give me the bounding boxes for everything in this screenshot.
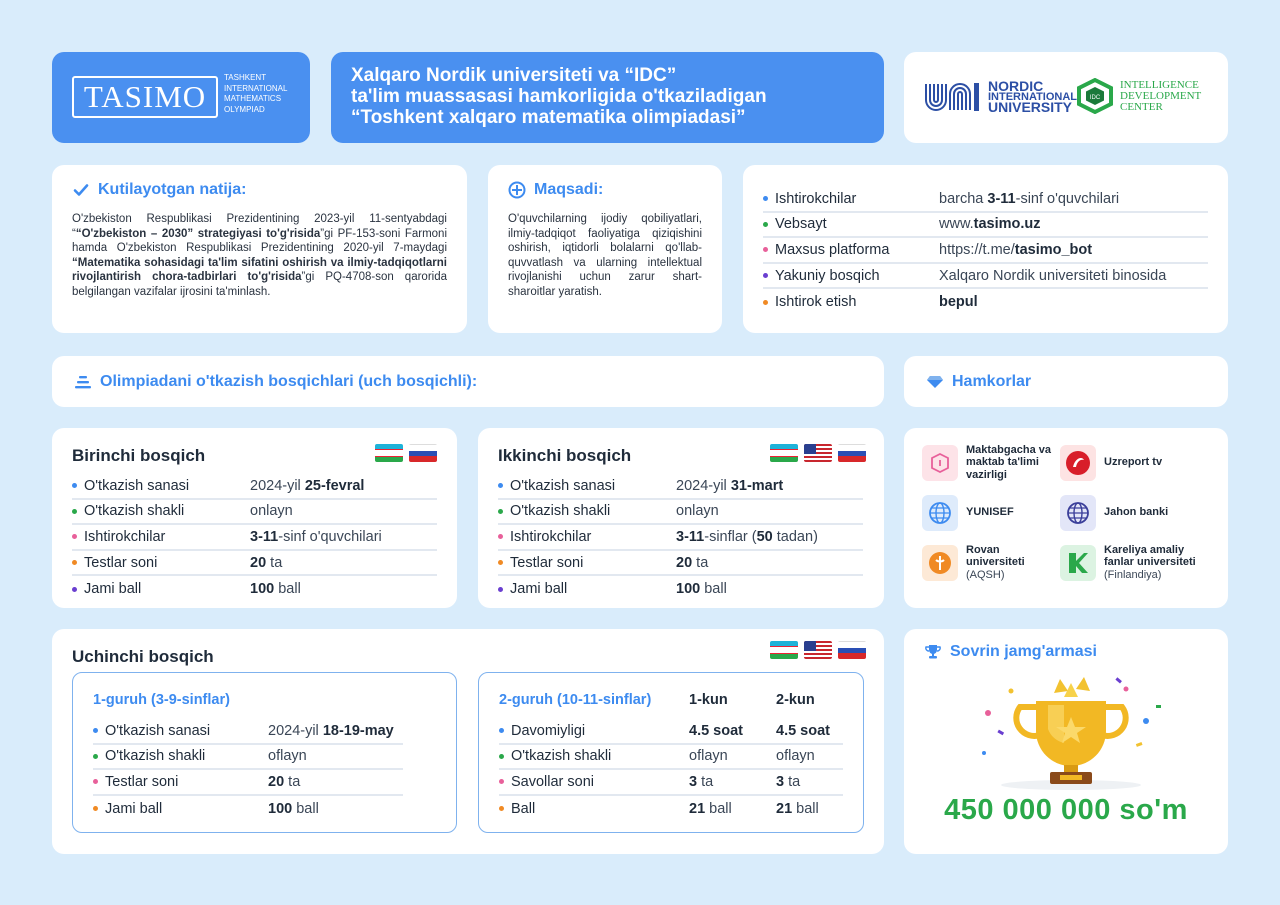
text-part: ”gi PF-153-soni Farmoni hamda O'zbekiston Respublikasi Prezidentining 2020-yil 7-maydagi <box>72 227 447 255</box>
value-bold: 3 <box>689 773 698 790</box>
bullet-dot <box>763 247 768 252</box>
stage-row <box>498 500 863 526</box>
trophy-small-icon <box>924 644 942 660</box>
nordic-un-icon <box>924 80 982 114</box>
row-label: Testlar soni <box>105 773 179 790</box>
bullet-dot <box>763 196 768 201</box>
website-link[interactable] <box>939 216 1041 232</box>
partner-name-text: Rovan universiteti <box>966 543 1025 569</box>
uzbekistan-flag-icon <box>770 444 798 462</box>
value-part: ball <box>292 800 319 817</box>
stage-one-card <box>52 428 457 608</box>
idc-text <box>1120 80 1201 113</box>
title-line: Xalqaro Nordik universiteti va “IDC” <box>351 65 677 86</box>
value-part: ball <box>705 800 732 817</box>
row-value <box>676 529 818 545</box>
group-row <box>499 796 843 822</box>
value-part: 2024-yil <box>250 477 305 494</box>
day-one-value <box>689 723 776 739</box>
row-value <box>268 801 319 817</box>
gold-trophy-icon <box>976 673 1166 793</box>
ministry-icon <box>922 445 958 481</box>
uzbekistan-flag-icon <box>770 641 798 659</box>
value-bold: tasimo.uz <box>973 216 1041 233</box>
value-bold: 18-19-may <box>322 722 394 739</box>
row-value <box>676 555 708 571</box>
value-part: ta <box>784 773 801 790</box>
row-label: Jami ball <box>510 581 568 598</box>
value-part: tadan) <box>772 528 818 545</box>
day-two-value <box>776 801 819 817</box>
bullet-dot <box>93 728 98 733</box>
stage-row <box>72 576 437 602</box>
tasimo-logo <box>72 76 218 118</box>
partner-item <box>922 494 1060 531</box>
day-two-value <box>776 723 830 739</box>
value-part: ta <box>692 554 709 571</box>
value-bold: 3 <box>776 773 785 790</box>
bullet-dot <box>499 806 504 811</box>
day-two-header: 2-kun <box>776 692 815 708</box>
bullet-dot <box>498 534 503 539</box>
value-part: ball <box>792 800 819 817</box>
bullet-dot <box>72 509 77 514</box>
info-row <box>763 289 1208 315</box>
row-label: Testlar soni <box>84 554 158 571</box>
partner-name: Maktabgacha va maktab ta'limi vazirligi <box>966 443 1051 481</box>
logo-sub-line: TASHKENT <box>224 73 267 82</box>
info-label: Vebsayt <box>775 216 827 233</box>
tasimo-logo-subtitle <box>224 73 287 115</box>
value-bold: 3-11 <box>676 528 705 545</box>
partner-item <box>922 444 1060 481</box>
day-one-value: oflayn <box>689 748 728 765</box>
group-row <box>93 745 403 771</box>
partner-name <box>1104 544 1200 582</box>
stage-three-title: Uchinchi bosqich <box>72 647 214 666</box>
idc-hexagon-icon <box>1076 78 1114 114</box>
row-label: Testlar soni <box>510 554 584 571</box>
value-part: 2024-yil <box>676 477 731 494</box>
partner-country: (Finlandiya) <box>1104 568 1162 581</box>
goal-title: Maqsadi: <box>534 181 604 198</box>
row-label: O'tkazish shakli <box>105 748 206 765</box>
value-bold: 20 <box>250 554 267 571</box>
value-part: ta <box>697 773 714 790</box>
row-label: O'tkazish shakli <box>84 503 185 520</box>
value-part: -sinflar ( <box>704 528 757 545</box>
partners-heading: Hamkorlar <box>952 372 1032 390</box>
idc-line: CENTER <box>1120 100 1163 113</box>
organizer-logos-card <box>904 52 1228 143</box>
bullet-dot <box>498 509 503 514</box>
logo-sub-line: MATHEMATICS <box>224 94 282 103</box>
value-bold: 100 <box>676 581 701 598</box>
partners-card <box>904 428 1228 608</box>
row-label: O'tkazish sanasi <box>105 722 211 739</box>
stage-row <box>72 474 437 500</box>
row-label: Ball <box>511 800 536 817</box>
row-label: Ishtirokchilar <box>510 528 592 545</box>
row-label: O'tkazish sanasi <box>84 477 190 494</box>
bullet-dot <box>72 560 77 565</box>
prize-amount: 450 000 000 so'm <box>944 794 1188 826</box>
general-info-card <box>743 165 1228 333</box>
value-bold: 31-mart <box>730 477 784 494</box>
value-part: www. <box>939 216 974 233</box>
value-bold: 3-11 <box>987 190 1016 207</box>
group-row <box>499 719 843 745</box>
bullet-dot <box>763 300 768 305</box>
group-row <box>499 770 843 796</box>
row-label: O'tkazish sanasi <box>510 477 616 494</box>
info-row <box>763 238 1208 264</box>
bullet-dot <box>498 587 503 592</box>
value-bold: 3-11 <box>250 528 279 545</box>
partner-name: YUNISEF <box>966 506 1014 519</box>
value-bold: 21 <box>776 800 793 817</box>
bullet-dot <box>72 534 77 539</box>
row-value <box>250 555 282 571</box>
value-part: ta <box>284 773 301 790</box>
group-one-rows <box>93 719 403 821</box>
row-label: Savollar soni <box>511 773 595 790</box>
stages-heading-card <box>52 356 884 407</box>
info-row <box>763 187 1208 213</box>
day-one-header: 1-kun <box>689 692 728 708</box>
tasimo-logo-text: TASIMO <box>83 79 207 114</box>
karelia-university-icon <box>1060 545 1096 581</box>
info-value: Xalqaro Nordik universiteti binosida <box>939 267 1167 284</box>
partner-item <box>922 544 1060 581</box>
group-two-rows <box>499 719 843 821</box>
value-part: barcha <box>939 190 988 207</box>
stage-one-title: Birinchi bosqich <box>72 446 206 465</box>
info-label: Ishtirok etish <box>775 294 857 311</box>
text-bold-part: “O'zbekiston – 2030” strategiyasi to'g'risida <box>75 227 321 240</box>
prize-fund-card <box>904 629 1228 854</box>
bullet-dot <box>93 754 98 759</box>
partner-name-text: Kareliya amaliy fanlar universiteti <box>1104 543 1196 569</box>
stage-row <box>72 500 437 526</box>
checkmark-icon <box>72 181 90 199</box>
tasimo-logo-card <box>52 52 310 143</box>
russia-flag-icon <box>838 444 866 462</box>
row-value: oflayn <box>268 748 307 765</box>
bullet-dot <box>498 560 503 565</box>
value-part: https://t.me/ <box>939 241 1015 258</box>
value-part: -sinf o'quvchilari <box>1015 190 1120 207</box>
usa-flag-icon <box>804 641 832 659</box>
bullet-dot <box>93 806 98 811</box>
expected-result-card <box>52 165 467 333</box>
day-two-value <box>776 774 800 790</box>
bullet-dot <box>498 483 503 488</box>
idc-logo <box>1076 78 1201 114</box>
text-part: ”gi PQ-4708-son qarorida belgilangan vazifalar ijrosini ta'minlash. <box>72 271 447 298</box>
partner-item <box>1060 544 1200 581</box>
value-part: ball <box>274 581 301 598</box>
title-line: “Toshkent xalqaro matematika olimpiadasi” <box>351 107 746 128</box>
value-bold: 4.5 soat <box>776 722 830 739</box>
value-bold: 50 <box>756 528 773 545</box>
value-bold: 20 <box>676 554 693 571</box>
logo-sub-line: INTERNATIONAL <box>224 83 288 93</box>
value-part: 2024-yil <box>268 722 323 739</box>
bullet-dot <box>499 728 504 733</box>
value-bold: 25-fevral <box>304 477 365 494</box>
group-row <box>93 719 403 745</box>
stage-row <box>498 576 863 602</box>
stage-two-card <box>478 428 884 608</box>
stage-two-rows <box>498 474 863 602</box>
row-value <box>268 774 300 790</box>
partner-name: Jahon banki <box>1104 506 1169 519</box>
stage-row <box>72 551 437 577</box>
group-row <box>499 745 843 771</box>
text-part: O'zbekiston Respublikasi Prezidentining 2023-yil 11-sentyabdagi “ <box>72 213 447 240</box>
info-value <box>939 191 1119 207</box>
stage-row <box>498 551 863 577</box>
rowan-university-icon <box>922 545 958 581</box>
info-row <box>763 213 1208 239</box>
value-bold: 100 <box>268 800 293 817</box>
logo-sub-line: OLYMPIAD <box>224 104 265 114</box>
row-label: Jami ball <box>105 800 163 817</box>
day-two-value: oflayn <box>776 748 815 765</box>
row-value <box>250 529 382 545</box>
row-value <box>250 478 364 494</box>
partner-item <box>1060 494 1200 531</box>
partner-name <box>966 544 1060 582</box>
group-one-header <box>93 689 436 711</box>
stage-two-title: Ikkinchi bosqich <box>498 446 632 465</box>
group-one-title: 1-guruh (3-9-sinflar) <box>93 692 230 708</box>
unicef-icon <box>922 495 958 531</box>
row-value <box>268 723 394 739</box>
info-row <box>763 264 1208 290</box>
title-line: ta'lim muassasasi hamkorligida o'tkaziladigan <box>351 86 767 107</box>
stages-heading: Olimpiadani o'tkazish bosqichlari (uch bosqichli): <box>100 372 478 390</box>
stage-row <box>498 474 863 500</box>
group-row <box>93 796 403 822</box>
row-value: onlayn <box>676 503 719 520</box>
info-value <box>939 294 978 310</box>
bullet-dot <box>763 222 768 227</box>
row-label: O'tkazish shakli <box>510 503 611 520</box>
uzbekistan-flag-icon <box>375 444 403 462</box>
stage-row <box>498 525 863 551</box>
nordic-text <box>988 78 1078 116</box>
stage-two-flags <box>770 444 866 462</box>
value-bold: 21 <box>689 800 706 817</box>
partner-item <box>1060 444 1200 481</box>
info-label: Yakuniy bosqich <box>775 267 880 284</box>
nordic-line: NORDIC <box>988 78 1044 95</box>
bullet-dot <box>763 273 768 278</box>
stage-one-flags <box>375 444 437 462</box>
target-icon <box>508 181 526 199</box>
row-value <box>676 478 783 494</box>
value-part: ball <box>700 581 727 598</box>
idc-line: DEVELOPMENT <box>1120 89 1202 102</box>
stage-row <box>72 525 437 551</box>
value-bold: 20 <box>268 773 285 790</box>
bullet-dot <box>72 483 77 488</box>
expected-result-title: Kutilayotgan natija: <box>98 181 247 198</box>
value-bold: tasimo_bot <box>1014 241 1093 258</box>
idc-line: INTELLIGENCE <box>1120 78 1199 91</box>
info-label: Maxsus platforma <box>775 241 890 258</box>
usa-flag-icon <box>804 444 832 462</box>
bullet-dot <box>499 779 504 784</box>
nordic-line: INTERNATIONAL <box>988 90 1078 103</box>
goal-card <box>488 165 722 333</box>
row-label: Davomiyligi <box>511 722 586 739</box>
group-one-box <box>72 672 457 833</box>
nordic-university-logo <box>924 80 1077 114</box>
day-one-value <box>689 774 776 790</box>
goal-heading <box>508 181 702 199</box>
row-label: Jami ball <box>84 581 142 598</box>
row-value <box>676 581 727 597</box>
row-label: Ishtirokchilar <box>84 528 166 545</box>
row-label: O'tkazish shakli <box>511 748 612 765</box>
bullet-dot <box>72 587 77 592</box>
partners-heading-card <box>904 356 1228 407</box>
stage-three-card <box>52 629 884 854</box>
row-value: onlayn <box>250 503 293 520</box>
expected-result-text <box>72 212 447 300</box>
row-value <box>250 581 301 597</box>
list-icon <box>74 374 92 390</box>
value-bold: 100 <box>250 581 275 598</box>
info-label: Ishtirokchilar <box>775 190 857 207</box>
group-two-header <box>499 689 843 711</box>
uzreport-tv-icon <box>1060 445 1096 481</box>
group-row <box>93 770 403 796</box>
value-bold: 4.5 soat <box>689 722 743 739</box>
value-bold: bepul <box>939 294 978 311</box>
text-bold-part: “Matematika sohasidagi ta'lim sifatini oshirish va ilmiy-tadqiqotlarni rivojlantirish chora-tadbirlari to'g'risida <box>72 256 447 284</box>
expected-result-heading <box>72 181 447 199</box>
nordic-line: UNIVERSITY <box>988 99 1073 116</box>
goal-text: O'quvchilarning ijodiy qobiliyatlari, ilmiy-tadqiqot faoliyatiga qiziqishini oshirish, iqtidorli bolalarni qo'llab-quvvatlash va ularning intellektual rivojlanishi uchun zarur shart-sharoitlar yaratish. <box>508 213 702 298</box>
stage-three-flags <box>770 641 866 659</box>
stage-one-rows <box>72 474 437 602</box>
bullet-dot <box>93 779 98 784</box>
bullet-dot <box>499 754 504 759</box>
russia-flag-icon <box>409 444 437 462</box>
world-bank-globe-icon <box>1060 495 1096 531</box>
group-two-box <box>478 672 864 833</box>
russia-flag-icon <box>838 641 866 659</box>
prize-heading <box>924 643 1208 661</box>
group-two-title: 2-guruh (10-11-sinflar) <box>499 692 652 708</box>
telegram-bot-link[interactable] <box>939 242 1092 258</box>
day-one-value <box>689 801 776 817</box>
partner-name: Uzreport tv <box>1104 456 1163 469</box>
prize-title: Sovrin jamg'armasi <box>950 643 1097 660</box>
value-part: -sinf o'quvchilari <box>278 528 382 545</box>
diamond-icon <box>926 375 944 389</box>
idc-badge: IDC <box>1089 95 1101 101</box>
olympiad-title-card <box>331 52 884 143</box>
partner-country: (AQSH) <box>966 568 1005 581</box>
value-part: ta <box>266 554 283 571</box>
